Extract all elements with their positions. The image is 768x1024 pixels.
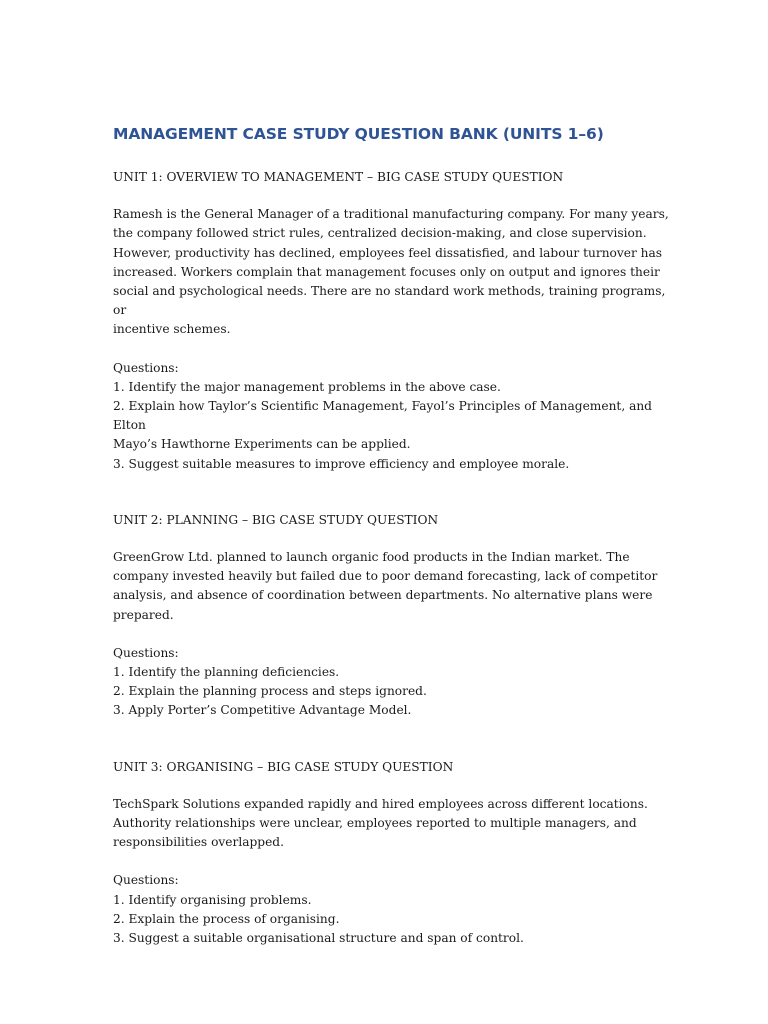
question-item: 2. Explain the process of organising. <box>113 911 340 926</box>
unit-2-questions-label: Questions: <box>113 645 179 660</box>
unit-1-section <box>113 168 673 474</box>
document-page <box>113 122 673 948</box>
unit-2-heading: UNIT 2: PLANNING – BIG CASE STUDY QUESTION <box>113 512 439 527</box>
question-item: 3. Suggest suitable measures to improve efficiency and employee morale. <box>113 456 570 471</box>
unit-1-questions-list <box>113 378 673 474</box>
unit-3-questions-label: Questions: <box>113 873 179 888</box>
unit-3-questions-list <box>113 891 673 949</box>
case-line: the company followed strict rules, centralized decision-making, and close supervision. <box>113 226 647 241</box>
unit-3-heading: UNIT 3: ORGANISING – BIG CASE STUDY QUESTION <box>113 759 454 774</box>
unit-3-case-text <box>113 795 673 853</box>
unit-2-questions-list <box>113 663 673 721</box>
question-item: 2. Explain the planning process and steps ignored. <box>113 684 427 699</box>
question-item: 3. Suggest a suitable organisational structure and span of control. <box>113 931 524 946</box>
question-item: 2. Explain how Taylor’s Scientific Management, Fayol’s Principles of Management, and Elton <box>113 399 652 433</box>
case-line: TechSpark Solutions expanded rapidly and hired employees across different locations. <box>113 796 648 811</box>
document-title: MANAGEMENT CASE STUDY QUESTION BANK (UNITS 1–6) <box>113 125 604 143</box>
question-item: 3. Apply Porter’s Competitive Advantage Model. <box>113 703 412 718</box>
unit-2-case-text <box>113 548 673 625</box>
case-line: incentive schemes. <box>113 322 231 337</box>
case-line: analysis, and absence of coordination between departments. No alternative plans were <box>113 588 653 603</box>
case-line: responsibilities overlapped. <box>113 835 284 850</box>
case-line: Authority relationships were unclear, employees reported to multiple managers, and <box>113 816 637 831</box>
case-line: GreenGrow Ltd. planned to launch organic food products in the Indian market. The <box>113 550 630 565</box>
unit-1-case-text <box>113 205 673 339</box>
case-line: prepared. <box>113 607 174 622</box>
case-line: However, productivity has declined, employees feel dissatisfied, and labour turnover has <box>113 245 663 260</box>
unit-2-section <box>113 511 673 721</box>
case-line: company invested heavily but failed due to poor demand forecasting, lack of competitor <box>113 569 658 584</box>
unit-1-heading: UNIT 1: OVERVIEW TO MANAGEMENT – BIG CASE STUDY QUESTION <box>113 170 564 184</box>
case-line: social and psychological needs. There are no standard work methods, training programs, or <box>113 284 666 318</box>
unit-1-questions-label: Questions: <box>113 360 179 375</box>
unit-3-section <box>113 758 673 949</box>
case-line: Ramesh is the General Manager of a traditional manufacturing company. For many years, <box>113 207 669 222</box>
case-line: increased. Workers complain that management focuses only on output and ignores their <box>113 264 660 279</box>
question-item: Mayo’s Hawthorne Experiments can be applied. <box>113 437 411 452</box>
question-item: 1. Identify organising problems. <box>113 892 312 907</box>
question-item: 1. Identify the planning deficiencies. <box>113 665 340 680</box>
question-item: 1. Identify the major management problems in the above case. <box>113 379 501 394</box>
